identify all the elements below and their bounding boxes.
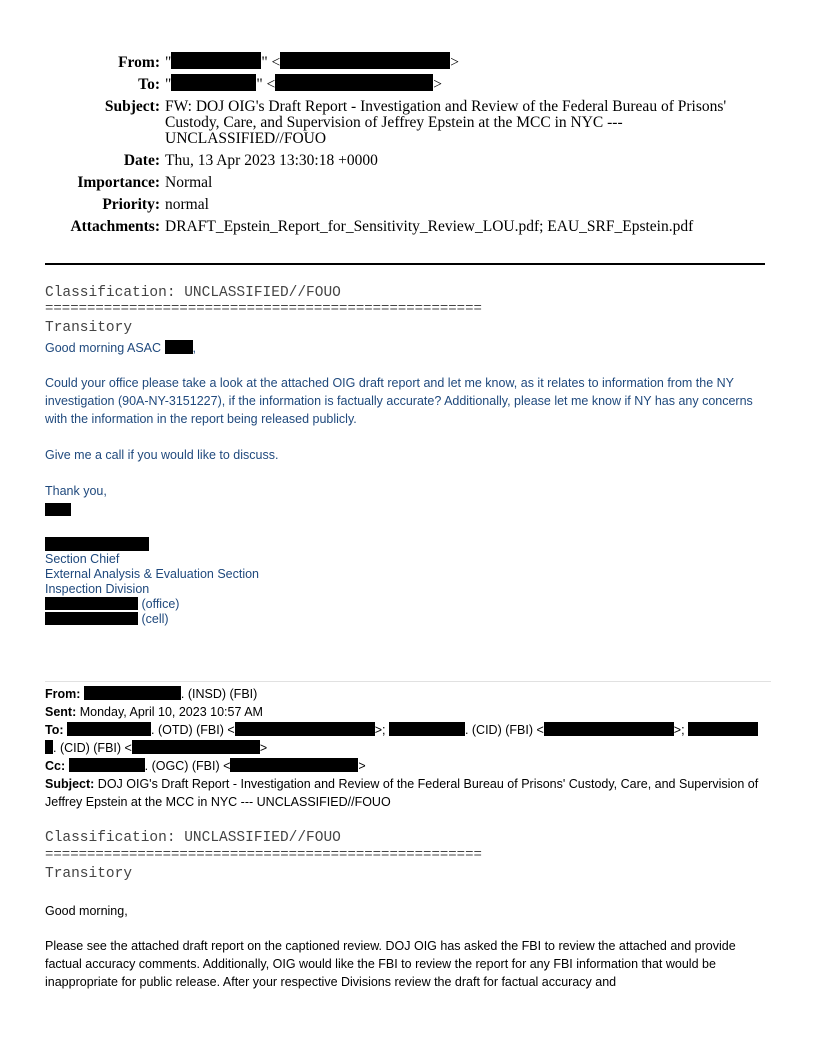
redaction <box>230 758 358 772</box>
to-value: " " < > <box>165 76 443 93</box>
email-header <box>0 52 816 238</box>
redaction <box>389 722 465 736</box>
fwd-to-line-cont: . (CID) (FBI) < > <box>45 739 775 757</box>
classification-line: Classification: UNCLASSIFIED//FOUO <box>45 830 341 846</box>
fwd-cc-line: Cc: . (OGC) (FBI) < > <box>45 759 366 773</box>
subject-label: Subject: <box>104 98 160 115</box>
redaction <box>275 74 433 91</box>
signature-cell-phone: (cell) <box>45 612 169 627</box>
redaction <box>45 503 71 516</box>
greeting: Good morning ASAC , <box>45 341 196 355</box>
classification-line: Classification: UNCLASSIFIED//FOUO <box>45 285 341 301</box>
header-to-row <box>0 74 816 96</box>
fwd-from-line: From: . (INSD) (FBI) <box>45 687 258 701</box>
transitory-label: Transitory <box>45 320 133 336</box>
redaction <box>84 686 181 700</box>
header-priority-row <box>0 194 816 216</box>
redaction <box>688 722 758 736</box>
importance-value: Normal <box>165 174 213 191</box>
header-date-row <box>0 150 816 172</box>
header-divider <box>45 263 765 265</box>
message-paragraph: Could your office please take a look at the attached OIG draft report and let me know, as it relates to information from the NY investigation (90A-NY-3151227), if the information is factually accurate? Additionally, please let me know if NY has any concerns with the information in the report being released publicly. <box>45 376 753 426</box>
to-label: To: <box>138 76 160 93</box>
fwd-subject-line: Subject: DOJ OIG's Draft Report - Investigation and Review of the Federal Bureau of Prisons' Custody, Care, and Supervision of Jeffrey Epstein at the MCC in NYC --- UNCLASSIFIED//FOUO <box>45 777 759 809</box>
attachments-value: DRAFT_Epstein_Report_for_Sensitivity_Review_LOU.pdf; EAU_SRF_Epstein.pdf <box>165 218 694 235</box>
priority-label: Priority: <box>102 196 160 213</box>
redaction <box>45 740 53 754</box>
from-value: " " < > <box>165 54 460 71</box>
sign-off: Thank you, <box>45 484 107 498</box>
redaction <box>69 758 145 772</box>
signature-title: Section Chief <box>45 552 120 566</box>
priority-value: normal <box>165 196 209 213</box>
redaction <box>280 52 450 69</box>
date-value: Thu, 13 Apr 2023 13:30:18 +0000 <box>165 152 378 169</box>
classification-divider: ==================================================== <box>45 301 482 317</box>
signature-section: External Analysis & Evaluation Section <box>45 567 260 581</box>
signature-division: Inspection Division <box>45 582 150 596</box>
signature-office-phone: (office) <box>45 597 179 612</box>
date-label: Date: <box>123 152 160 169</box>
redaction <box>45 612 138 625</box>
from-label: From: <box>118 54 160 71</box>
redaction <box>45 597 138 610</box>
redaction <box>132 740 260 754</box>
redaction <box>171 52 261 69</box>
header-from-row <box>0 52 816 74</box>
header-attachments-row <box>0 216 816 238</box>
header-importance-row <box>0 172 816 194</box>
redaction <box>544 722 674 736</box>
redaction <box>165 340 193 354</box>
header-subject-row <box>0 96 816 150</box>
message-paragraph: Give me a call if you would like to discuss. <box>45 448 279 462</box>
attachments-label: Attachments: <box>70 218 160 235</box>
redaction <box>235 722 375 736</box>
greeting: Good morning, <box>45 904 128 918</box>
subject-value: FW: DOJ OIG's Draft Report - Investigation and Review of the Federal Bureau of Prisons' Custody, Care, and Supervision of Jeffrey Epstein at the MCC in NYC --- UNCLASSIFIED//FOUO <box>165 98 727 147</box>
fwd-to-line: To: . (OTD) (FBI) < >; . (CID) (FBI) < >; <box>45 721 775 739</box>
fwd-sent-line: Sent: Monday, April 10, 2023 10:57 AM <box>45 705 263 719</box>
importance-label: Importance: <box>77 174 160 191</box>
redaction <box>45 537 149 551</box>
message-divider <box>45 681 771 682</box>
transitory-label: Transitory <box>45 866 133 882</box>
redaction <box>171 74 256 91</box>
message-paragraph: Please see the attached draft report on the captioned review. DOJ OIG has asked the FBI to review the attached and provide factual accuracy comments. Additionally, OIG would like the FBI to review the report for any FBI information that would be inappropriate for public release. After your respective Divisions review the draft for factual accuracy and <box>45 939 736 989</box>
classification-divider: ==================================================== <box>45 847 482 863</box>
redaction <box>67 722 151 736</box>
